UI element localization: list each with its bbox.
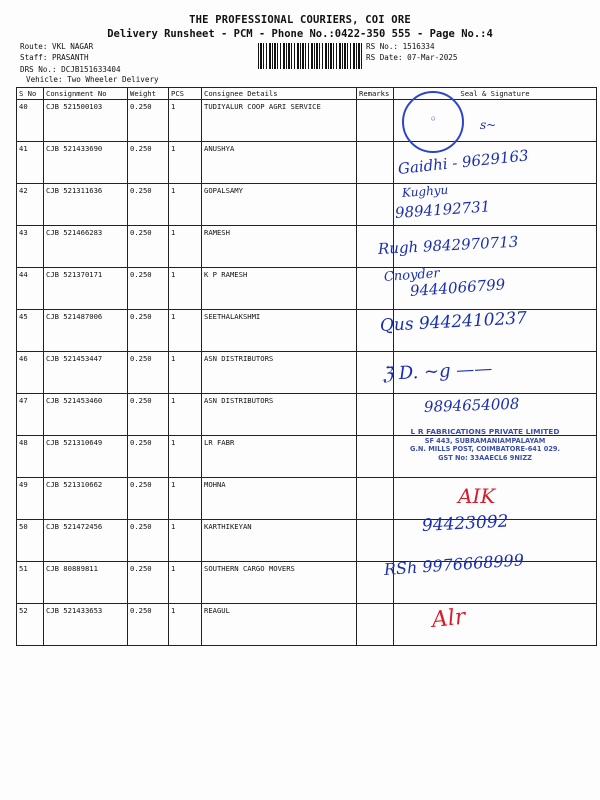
cell-weight: 0.250 — [128, 142, 169, 184]
phone-51: 9976668999 — [421, 550, 525, 577]
signature-51: RSh 9976668999 — [383, 550, 525, 579]
col-pcs: PCS — [169, 88, 202, 100]
signature-42-name: Kughyu — [401, 182, 449, 200]
col-consignee: Consignee Details — [202, 88, 357, 100]
cell-remarks — [357, 184, 394, 226]
col-signature: Seal & Signature — [394, 88, 597, 100]
rs-date: RS Date: 07-Mar-2025 — [366, 53, 458, 62]
cell-sno: 43 — [17, 226, 44, 268]
cell-sno: 47 — [17, 394, 44, 436]
cell-consignee: LR FABR — [202, 436, 357, 478]
cell-pcs: 1 — [169, 226, 202, 268]
cell-pcs: 1 — [169, 478, 202, 520]
cell-sno: 48 — [17, 436, 44, 478]
cell-consignment-no: CJB 521466283 — [44, 226, 128, 268]
table-row — [17, 184, 597, 226]
round-seal-stamp: ◯ — [402, 91, 464, 153]
cell-sno: 51 — [17, 562, 44, 604]
cell-pcs: 1 — [169, 520, 202, 562]
cell-consignee: MOHNA — [202, 478, 357, 520]
cell-consignment-no: CJB 521433690 — [44, 142, 128, 184]
drs-number: DRS No.: DCJB151633404 — [20, 65, 121, 74]
signature-48-initials: AIK — [458, 484, 496, 508]
cell-consignment-no: CJB 521472456 — [44, 520, 128, 562]
cell-consignment-no: CJB 521487006 — [44, 310, 128, 352]
cell-weight: 0.250 — [128, 310, 169, 352]
cell-weight: 0.250 — [128, 268, 169, 310]
cell-remarks — [357, 604, 394, 646]
signature-46: ℨ D. ~g —— — [381, 358, 493, 385]
cell-consignee: KARTHIKEYAN — [202, 520, 357, 562]
signature-45: Qus 9442410237 — [379, 308, 528, 336]
signature-43: Rugh 9842970713 — [377, 232, 519, 258]
table-row — [17, 604, 597, 646]
cell-pcs: 1 — [169, 604, 202, 646]
table-row — [17, 478, 597, 520]
cell-consignment-no: CJB 521500103 — [44, 100, 128, 142]
company-title: THE PROFESSIONAL COURIERS, COI ORE — [189, 14, 411, 26]
table-row — [17, 352, 597, 394]
cell-pcs: 1 — [169, 436, 202, 478]
cell-sno: 46 — [17, 352, 44, 394]
cell-weight: 0.250 — [128, 562, 169, 604]
cell-consignment-no: CJB 521310662 — [44, 478, 128, 520]
cell-weight: 0.250 — [128, 226, 169, 268]
phone-43: 9842970713 — [422, 232, 519, 256]
runsheet-subtitle: Delivery Runsheet - PCM - Phone No.:0422-350 555 - Page No.:4 — [107, 28, 493, 40]
cell-consignee: ASN DISTRIBUTORS — [202, 394, 357, 436]
cell-consignee: GOPALSAMY — [202, 184, 357, 226]
cell-pcs: 1 — [169, 310, 202, 352]
signature-52-initials: Alr — [430, 604, 467, 633]
cell-pcs: 1 — [169, 394, 202, 436]
col-sno: S No — [17, 88, 44, 100]
cell-weight: 0.250 — [128, 352, 169, 394]
stamp-line-2: SF 443, SUBRAMANIAMPALAYAM — [424, 436, 546, 445]
rs-number: RS No.: 1516334 — [366, 42, 435, 51]
cell-consignee: REAGUL — [202, 604, 357, 646]
cell-signature — [394, 604, 597, 646]
table-row — [17, 268, 597, 310]
cell-consignee: SOUTHERN CARGO MOVERS — [202, 562, 357, 604]
cell-sno: 50 — [17, 520, 44, 562]
cell-consignee: SEETHALAKSHMI — [202, 310, 357, 352]
cell-pcs: 1 — [169, 142, 202, 184]
cell-sno: 40 — [17, 100, 44, 142]
cell-weight: 0.250 — [128, 520, 169, 562]
col-weight: Weight — [128, 88, 169, 100]
cell-pcs: 1 — [169, 184, 202, 226]
cell-weight: 0.250 — [128, 100, 169, 142]
barcode — [258, 43, 362, 69]
signature-44-phone: 9444066799 — [409, 275, 506, 300]
cell-consignment-no: CJB 521433653 — [44, 604, 128, 646]
cell-consignment-no: CJB 521311636 — [44, 184, 128, 226]
col-consignment: Consignment No — [44, 88, 128, 100]
cell-weight: 0.250 — [128, 436, 169, 478]
signature-47: 9894654008 — [423, 394, 520, 416]
cell-weight: 0.250 — [128, 184, 169, 226]
cell-pcs: 1 — [169, 100, 202, 142]
cell-consignment-no: CJB 80889811 — [44, 562, 128, 604]
cell-sno: 52 — [17, 604, 44, 646]
cell-consignment-no: CJB 521453447 — [44, 352, 128, 394]
col-remarks: Remarks — [357, 88, 394, 100]
cell-consignee: K P RAMESH — [202, 268, 357, 310]
signature-50: 94423092 — [421, 511, 509, 536]
cell-sno: 42 — [17, 184, 44, 226]
cell-consignee: ANUSHYA — [202, 142, 357, 184]
cell-sno: 44 — [17, 268, 44, 310]
cell-consignee: ASN DISTRIBUTORS — [202, 352, 357, 394]
cell-pcs: 1 — [169, 268, 202, 310]
stamp-line-1: L R FABRICATIONS PRIVATE LIMITED — [410, 427, 560, 436]
phone-41: 9629163 — [461, 146, 530, 172]
cell-remarks — [357, 142, 394, 184]
signature-40: ꜱ~ — [480, 118, 497, 132]
signature-42-phone: 9894192731 — [394, 197, 491, 222]
cell-weight: 0.250 — [128, 394, 169, 436]
cell-remarks — [357, 520, 394, 562]
cell-weight: 0.250 — [128, 604, 169, 646]
cell-pcs: 1 — [169, 562, 202, 604]
table-row — [17, 100, 597, 142]
signature-44-name: Cnoyder — [383, 266, 441, 285]
company-stamp-lr-fabrications — [385, 428, 585, 462]
signature-41: Gaidhi - 9629163 — [397, 146, 530, 178]
cell-consignee: RAMESH — [202, 226, 357, 268]
route-info: Route: VKL NAGAR — [20, 42, 94, 51]
cell-pcs: 1 — [169, 352, 202, 394]
cell-consignment-no: CJB 521453460 — [44, 394, 128, 436]
cell-remarks — [357, 478, 394, 520]
cell-consignment-no: CJB 521310649 — [44, 436, 128, 478]
cell-sno: 49 — [17, 478, 44, 520]
cell-consignee: TUDIYALUR COOP AGRI SERVICE — [202, 100, 357, 142]
vehicle-info: Vehicle: Two Wheeler Delivery — [26, 75, 159, 84]
staff-info: Staff: PRASANTH — [20, 53, 89, 62]
stamp-line-3: G.N. MILLS POST, COIMBATORE-641 029. — [409, 445, 561, 453]
cell-sno: 41 — [17, 142, 44, 184]
cell-consignment-no: CJB 521370171 — [44, 268, 128, 310]
cell-remarks — [357, 100, 394, 142]
stamp-line-4: GST No: 33AAECL6 9NIZZ — [438, 453, 532, 462]
cell-sno: 45 — [17, 310, 44, 352]
cell-weight: 0.250 — [128, 478, 169, 520]
table-header-row — [17, 88, 597, 100]
phone-45: 9442410237 — [418, 308, 528, 334]
